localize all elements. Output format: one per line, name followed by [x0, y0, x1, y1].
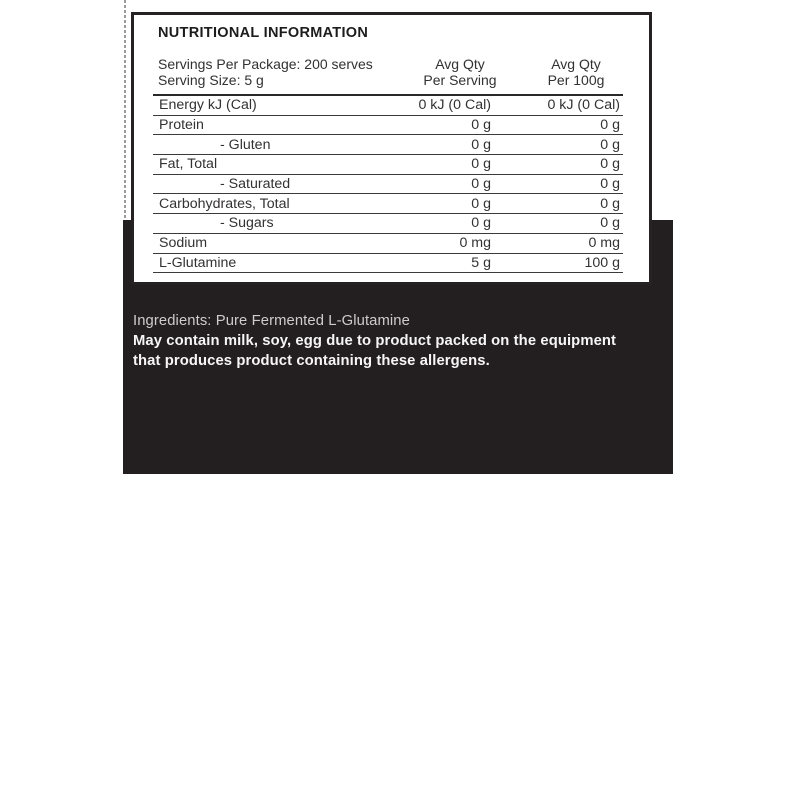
per-100g-value: 0 g [600, 156, 620, 173]
per-100g-value: 0 g [600, 117, 620, 134]
per-serving-value: 0 g [471, 156, 491, 173]
per-serving-value: 0 kJ (0 Cal) [418, 97, 491, 114]
allergen-warning-line1: May contain milk, soy, egg due to product packed on the equipment [133, 333, 617, 349]
servings-per-package: Servings Per Package: 200 serves [158, 56, 373, 72]
ingredients-line: Ingredients: Pure Fermented L-Glutamine [133, 313, 410, 329]
per-serving-value: 0 g [471, 195, 491, 212]
table-row [153, 116, 623, 136]
ingredients-block [133, 311, 665, 371]
per-serving-value: 0 g [471, 117, 491, 134]
per-serving-value: 0 g [471, 136, 491, 153]
allergen-warning-line2: that produces product containing these allergens. [133, 353, 490, 369]
per-100g-value: 0 g [600, 176, 620, 193]
per-100g-value: 100 g [584, 254, 620, 271]
per-100g-value: 0 kJ (0 Cal) [547, 97, 620, 114]
serving-size: Serving Size: 5 g [158, 72, 264, 88]
per-100g-value: 0 g [600, 195, 620, 212]
table-row [153, 254, 623, 274]
nutrient-label: L-Glutamine [159, 254, 237, 271]
nutrient-label: Energy kJ (Cal) [159, 97, 257, 114]
per-serving-value: 5 g [471, 254, 491, 271]
per-serving-value: 0 g [471, 176, 491, 193]
table-row [153, 96, 623, 116]
column-header-per-100g: Avg Qty Per 100g [547, 56, 605, 88]
table-row [153, 214, 623, 234]
column-header-per-serving: Avg Qty Per Serving [423, 56, 497, 88]
per-100g-value: 0 g [600, 215, 620, 232]
nutrient-label: - Gluten [220, 136, 271, 153]
nutrient-label: - Sugars [220, 215, 274, 232]
table-row [153, 135, 623, 155]
nutrient-label: Carbohydrates, Total [159, 195, 290, 212]
crop-mark-dashed-line [124, 0, 126, 219]
table-header [158, 56, 623, 88]
nutrient-label: Sodium [159, 235, 208, 252]
per-100g-value: 0 mg [588, 235, 620, 252]
per-100g-value: 0 g [600, 136, 620, 153]
per-serving-value: 0 mg [459, 235, 491, 252]
table-row [153, 194, 623, 214]
panel-title: NUTRITIONAL INFORMATION [158, 25, 369, 41]
servings-info [158, 56, 391, 88]
table-row [153, 155, 623, 175]
per-serving-value: 0 g [471, 215, 491, 232]
table-row [153, 175, 623, 195]
nutrient-label: Fat, Total [159, 156, 218, 173]
nutrition-panel [131, 12, 652, 285]
nutrient-label: - Saturated [220, 176, 291, 193]
nutrient-label: Protein [159, 117, 204, 134]
table-row [153, 234, 623, 254]
nutrient-rows [153, 94, 623, 273]
